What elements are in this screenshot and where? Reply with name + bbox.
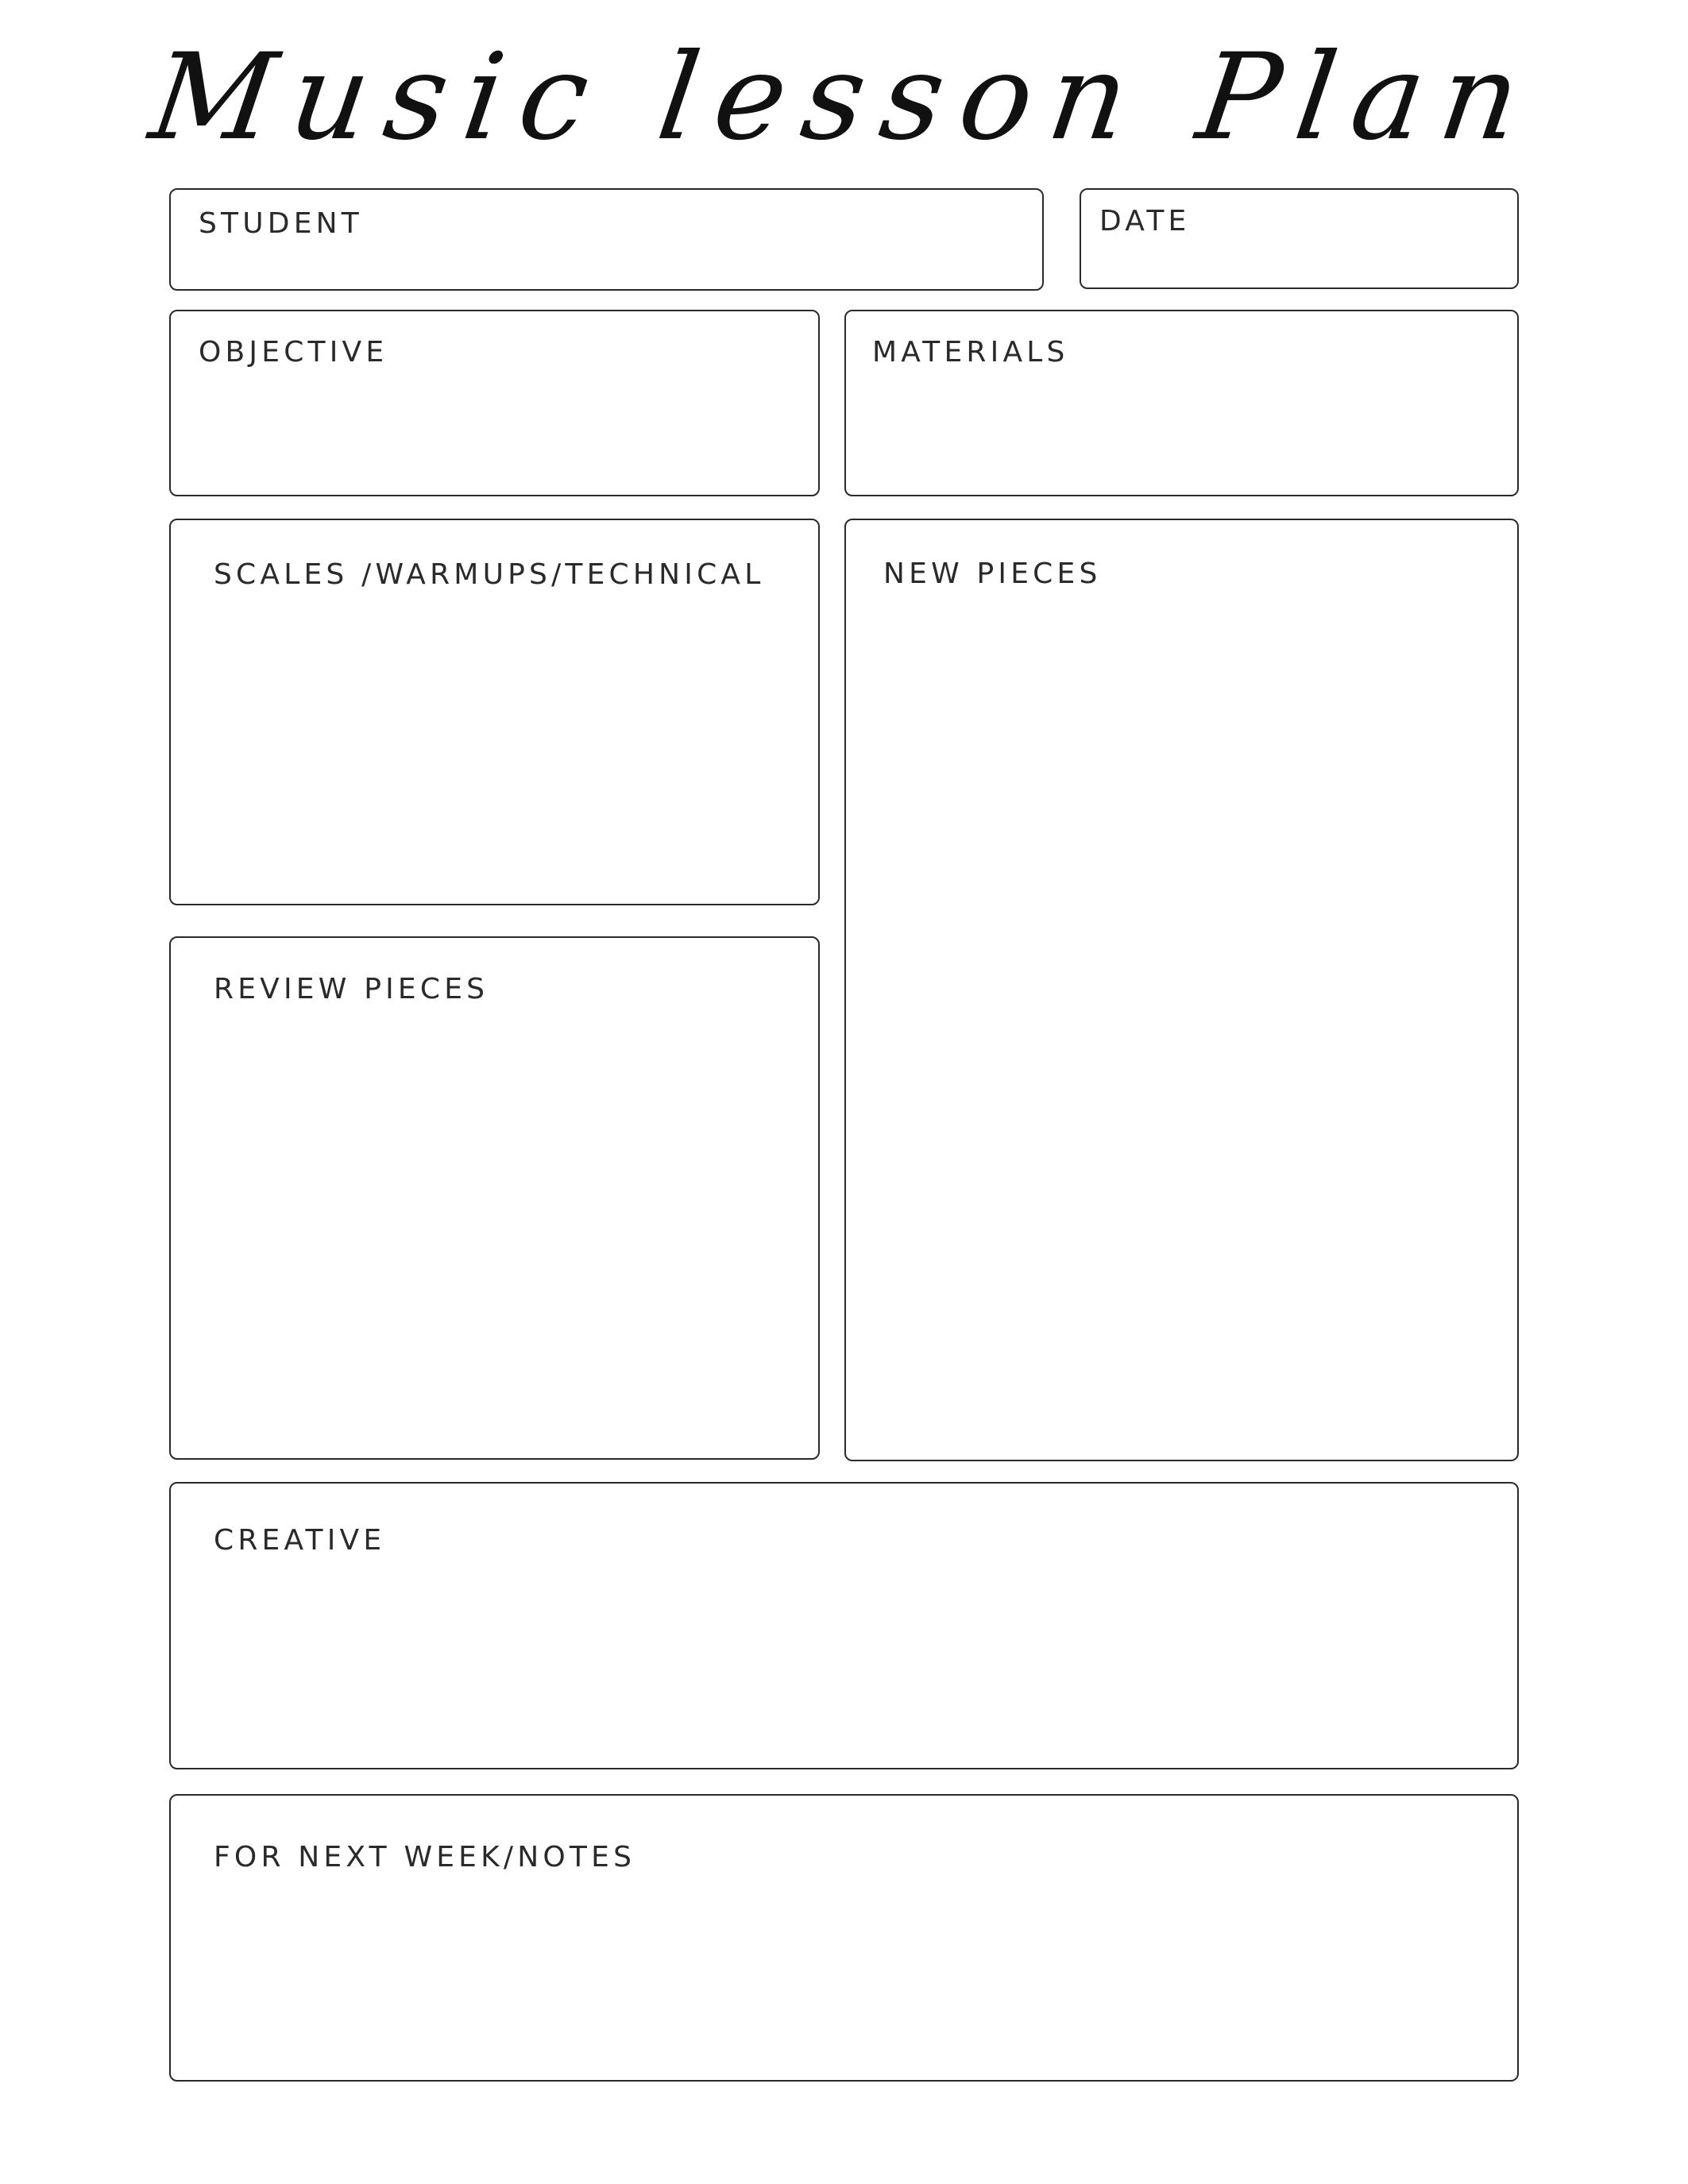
objective-write-area[interactable] [187, 379, 802, 479]
next-week-notes-section[interactable] [169, 1794, 1519, 2082]
next-week-notes-write-area[interactable] [187, 1887, 1501, 2064]
creative-write-area[interactable] [187, 1571, 1501, 1752]
creative-label: CREATIVE [214, 1524, 386, 1557]
new-pieces-section[interactable] [844, 519, 1519, 1461]
page-title: Music lesson Plan [142, 29, 1546, 167]
date-label: DATE [1099, 205, 1191, 237]
date-field[interactable] [1080, 188, 1519, 289]
review-pieces-write-area[interactable] [187, 1017, 802, 1442]
materials-label: MATERIALS [872, 336, 1069, 369]
new-pieces-label: NEW PIECES [883, 558, 1102, 590]
review-pieces-section[interactable] [169, 936, 820, 1460]
scales-warmups-technical-label: SCALES /WARMUPS/TECHNICAL [214, 558, 765, 591]
student-label: STUDENT [199, 207, 363, 240]
materials-section[interactable] [844, 310, 1519, 496]
scales-warmups-technical-section[interactable] [169, 519, 820, 905]
new-pieces-write-area[interactable] [862, 604, 1501, 1444]
objective-section[interactable] [169, 310, 820, 496]
objective-label: OBJECTIVE [199, 336, 388, 369]
next-week-notes-label: FOR NEXT WEEK/NOTES [214, 1841, 636, 1873]
scales-write-area[interactable] [187, 604, 802, 888]
materials-write-area[interactable] [862, 379, 1501, 479]
creative-section[interactable] [169, 1482, 1519, 1769]
date-write-area[interactable] [1097, 247, 1501, 272]
student-field[interactable] [169, 188, 1044, 291]
student-write-area[interactable] [187, 249, 1026, 273]
review-pieces-label: REVIEW PIECES [214, 973, 489, 1005]
